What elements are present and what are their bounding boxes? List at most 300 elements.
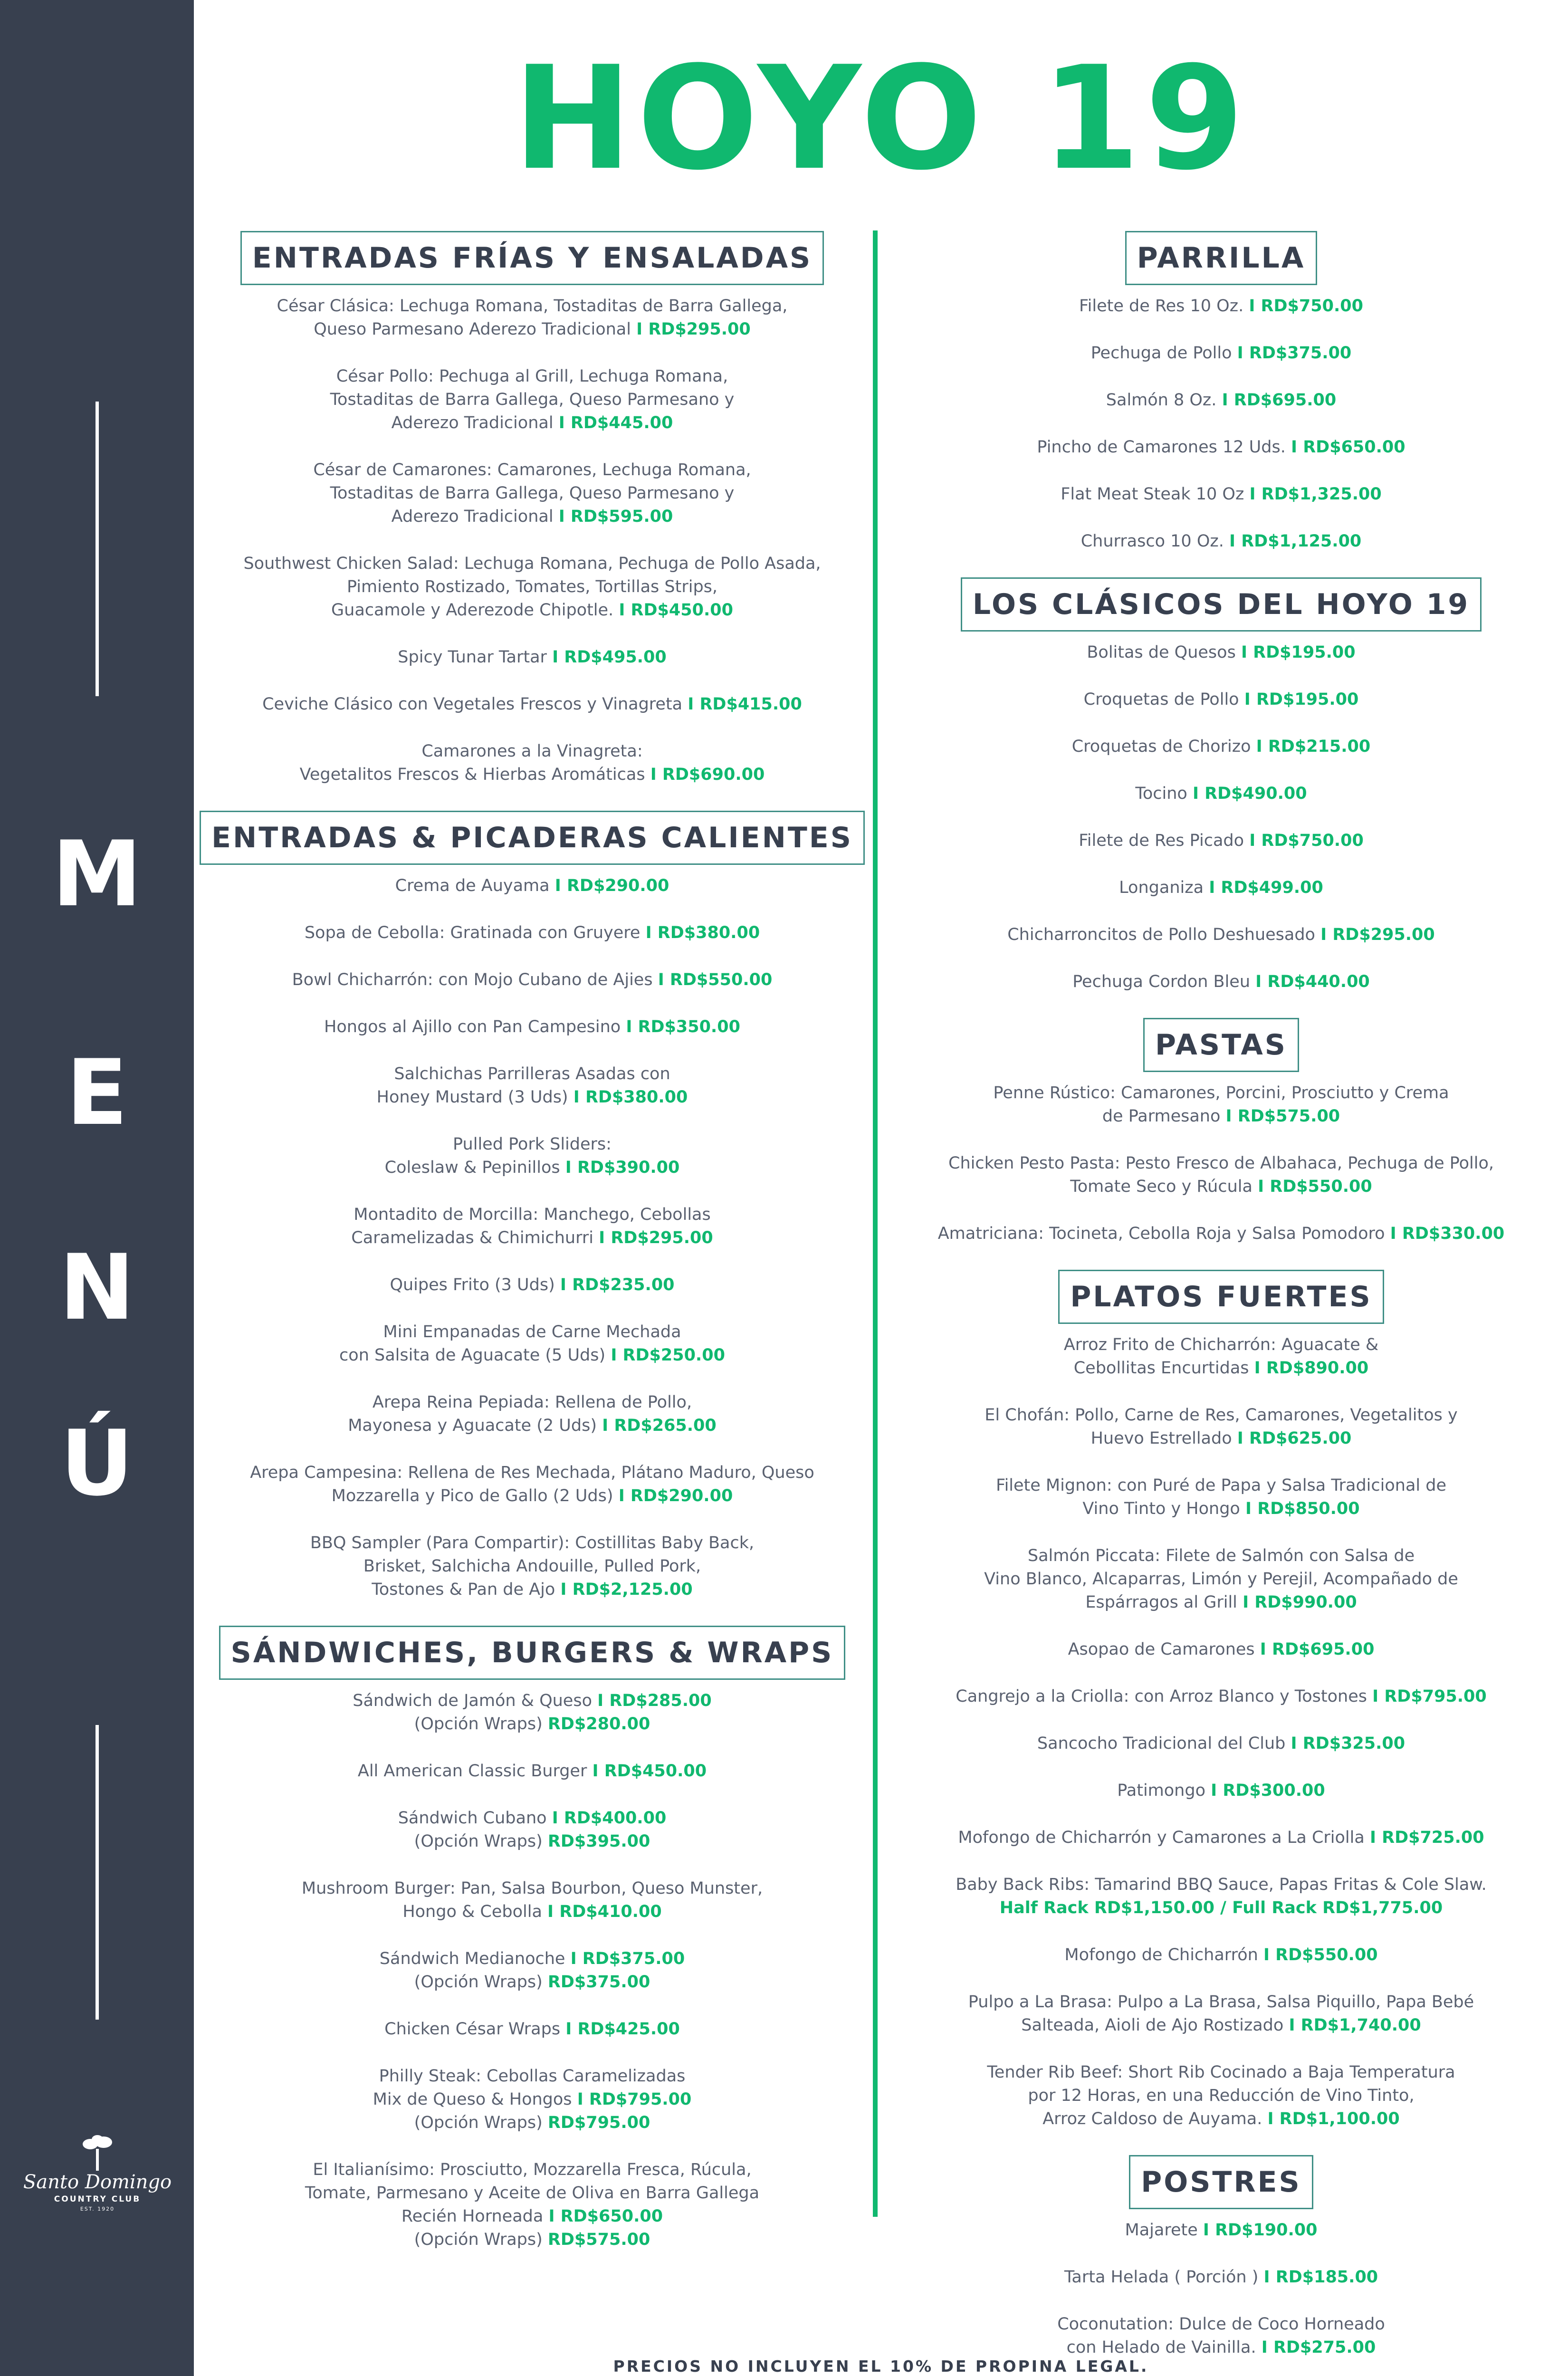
menu-item-line xyxy=(204,2158,860,2182)
menu-item-text: Croquetas de Chorizo xyxy=(1071,737,1251,756)
menu-item-price: I RD$440.00 xyxy=(1255,972,1370,991)
menu-item-text: de Parmesano xyxy=(1102,1107,1221,1126)
menu-item-line xyxy=(204,1321,860,1344)
menu-item-line xyxy=(204,1016,860,1039)
menu-item-line xyxy=(204,1156,860,1179)
menu-item-text: Croquetas de Pollo xyxy=(1083,690,1239,709)
menu-item-line xyxy=(889,1638,1554,1661)
section-title: POSTRES xyxy=(1129,2155,1313,2209)
menu-item xyxy=(889,641,1554,664)
menu-item-line xyxy=(889,2219,1554,2242)
menu-item-text: Brisket, Salchicha Andouille, Pulled Pork, xyxy=(363,1557,701,1576)
menu-item xyxy=(204,2065,860,2135)
menu-item-line xyxy=(204,1689,860,1713)
menu-item-text: Asopao de Camarones xyxy=(1068,1640,1255,1659)
menu-item xyxy=(889,2266,1554,2289)
menu-item-line xyxy=(204,2088,860,2111)
menu-item xyxy=(889,970,1554,994)
section-title: SÁNDWICHES, BURGERS & WRAPS xyxy=(219,1626,846,1680)
menu-item-price: I RD$650.00 xyxy=(548,2207,663,2226)
section-heading-parrilla xyxy=(889,230,1554,285)
menu-item-price: I RD$415.00 xyxy=(688,695,802,714)
menu-item-text: Cebollitas Encurtidas xyxy=(1073,1359,1249,1378)
menu-item-text: Sándwich Medianoche xyxy=(379,1949,565,1968)
menu-item-text: Quipes Frito (3 Uds) xyxy=(390,1275,555,1294)
menu-item-text: Mix de Queso & Hongos xyxy=(373,2090,572,2109)
menu-item-text: Bowl Chicharrón: con Mojo Cubano de Ajies xyxy=(292,970,653,989)
menu-item-text: Pechuga Cordon Bleu xyxy=(1072,972,1251,991)
menu-item-line xyxy=(889,1333,1554,1357)
menu-item-text: Hongos al Ajillo con Pan Campesino xyxy=(324,1017,621,1036)
menu-item xyxy=(204,365,860,435)
menu-item-line xyxy=(889,1826,1554,1849)
menu-item-price: I RD$285.00 xyxy=(597,1691,712,1710)
menu-item-text: con Helado de Vainilla. xyxy=(1066,2338,1256,2357)
menu-item-text: Pulled Pork Sliders: xyxy=(453,1135,612,1154)
menu-item xyxy=(204,1063,860,1109)
menu-item-line xyxy=(889,688,1554,711)
menu-item-line xyxy=(204,599,860,622)
menu-item xyxy=(889,1333,1554,1380)
section-heading-los-clasicos-del-hoyo-19 xyxy=(889,577,1554,632)
menu-item-price: I RD$190.00 xyxy=(1203,2221,1318,2240)
menu-item-line xyxy=(204,1578,860,1601)
menu-item-text: Vino Tinto y Hongo xyxy=(1082,1499,1240,1518)
menu-item-text: Chicken Pesto Pasta: Pesto Fresco de Albahaca, Pechuga de Pollo, xyxy=(948,1154,1494,1173)
menu-item xyxy=(889,829,1554,853)
menu-item xyxy=(204,1274,860,1297)
menu-item-price: I RD$380.00 xyxy=(645,923,760,942)
menu-item-line xyxy=(889,1873,1554,1897)
menu-item xyxy=(204,1947,860,1994)
section-title: LOS CLÁSICOS DEL HOYO 19 xyxy=(961,577,1482,632)
menu-item-price: I RD$185.00 xyxy=(1263,2268,1378,2287)
menu-item-text: Tocino xyxy=(1135,784,1187,803)
menu-item-text: Filete Mignon: con Puré de Papa y Salsa Tradicional de xyxy=(995,1476,1446,1495)
menu-item-price: I RD$725.00 xyxy=(1369,1828,1484,1847)
menu-item-text: Tostaditas de Barra Gallega, Queso Parmesano y xyxy=(330,484,735,503)
menu-item xyxy=(204,646,860,669)
menu-item-line xyxy=(204,1971,860,1994)
section-heading-platos-fuertes xyxy=(889,1269,1554,1324)
menu-item-line xyxy=(889,1222,1554,1245)
menu-item-price: I RD$375.00 xyxy=(1237,344,1352,363)
menu-item xyxy=(889,2061,1554,2131)
menu-item-line xyxy=(889,2266,1554,2289)
menu-item-text: El Italianísimo: Prosciutto, Mozzarella Fresca, Rúcula, xyxy=(313,2160,752,2179)
menu-item-line xyxy=(204,365,860,388)
menu-item-price: I RD$300.00 xyxy=(1211,1781,1325,1800)
menu-item-line xyxy=(204,388,860,412)
menu-item-price: I RD$380.00 xyxy=(573,1088,688,1107)
menu-item xyxy=(204,1877,860,1924)
menu-item xyxy=(889,1991,1554,2037)
sidebar-letter-e: E xyxy=(66,1040,128,1145)
menu-item-price: I RD$550.00 xyxy=(1258,1177,1372,1196)
menu-item-line xyxy=(889,1897,1554,1920)
menu-item-text: Patimongo xyxy=(1117,1781,1205,1800)
menu-item-price: I RD$400.00 xyxy=(552,1809,667,1828)
menu-item-price: RD$280.00 xyxy=(547,1715,650,1734)
menu-item-text: BBQ Sampler (Para Compartir): Costillitas Baby Back, xyxy=(310,1533,755,1552)
menu-item xyxy=(889,483,1554,506)
menu-item-text: Vino Blanco, Alcaparras, Limón y Perejil, Acompañado de xyxy=(984,1570,1458,1589)
sidebar-rule-bottom xyxy=(96,1725,99,2020)
menu-item-price: Half Rack RD$1,150.00 / Full Rack RD$1,775.00 xyxy=(999,1898,1443,1917)
menu-item-text: Salmón Piccata: Filete de Salmón con Salsa de xyxy=(1027,1546,1415,1565)
menu-item xyxy=(889,1404,1554,1450)
menu-item-line xyxy=(889,1357,1554,1380)
menu-item xyxy=(204,968,860,992)
menu-item-line xyxy=(204,318,860,341)
menu-item-text: Longaniza xyxy=(1119,878,1204,897)
menu-item-line xyxy=(889,2061,1554,2084)
menu-item-line xyxy=(889,295,1554,318)
menu-item-text: Mozzarella y Pico de Gallo (2 Uds) xyxy=(331,1486,613,1505)
menu-item xyxy=(889,876,1554,900)
menu-item-text: Salchichas Parrilleras Asadas con xyxy=(394,1064,670,1083)
menu-item xyxy=(889,1732,1554,1755)
menu-item-line xyxy=(204,646,860,669)
menu-item xyxy=(889,1222,1554,1245)
menu-item-price: I RD$195.00 xyxy=(1244,690,1359,709)
menu-item-text: Aderezo Tradicional xyxy=(391,413,554,432)
palm-tree-icon xyxy=(76,2134,119,2172)
menu-item-text: Tender Rib Beef: Short Rib Cocinado a Baja Temperatura xyxy=(987,2063,1455,2082)
menu-item-text: All American Classic Burger xyxy=(357,1762,587,1781)
menu-item-price: I RD$690.00 xyxy=(650,765,765,784)
menu-item xyxy=(889,436,1554,459)
menu-item xyxy=(889,688,1554,711)
menu-item-text: (Opción Wraps) xyxy=(414,2230,543,2249)
menu-item-line xyxy=(204,1807,860,1830)
menu-item-line xyxy=(889,1105,1554,1128)
menu-item-text: Coleslaw & Pepinillos xyxy=(384,1158,560,1177)
menu-item-text: con Salsita de Aguacate (5 Uds) xyxy=(339,1346,606,1365)
menu-item-text: Pechuga de Pollo xyxy=(1090,344,1232,363)
menu-item-text: Philly Steak: Cebollas Caramelizadas xyxy=(379,2067,686,2086)
menu-item xyxy=(889,342,1554,365)
menu-item-text: Mofongo de Chicharrón y Camarones a La Criolla xyxy=(958,1828,1365,1847)
menu-item-price: I RD$330.00 xyxy=(1390,1224,1505,1243)
menu-item-text: Tomate Seco y Rúcula xyxy=(1070,1177,1252,1196)
menu-item xyxy=(204,1321,860,1367)
menu-item-line xyxy=(889,1685,1554,1708)
menu-item-text: Caramelizadas & Chimichurri xyxy=(351,1228,593,1247)
menu-item-line xyxy=(889,1082,1554,1105)
menu-item xyxy=(204,552,860,622)
menu-item-price: I RD$2,125.00 xyxy=(560,1580,693,1599)
menu-item-price: I RD$325.00 xyxy=(1291,1734,1405,1753)
menu-item-text: Spicy Tunar Tartar xyxy=(398,648,547,667)
menu-item-line xyxy=(204,2018,860,2041)
menu-item-text: Tarta Helada ( Porción ) xyxy=(1064,2268,1259,2287)
menu-item-text: Tostones & Pan de Ajo xyxy=(372,1580,555,1599)
menu-item-text: Filete de Res Picado xyxy=(1079,831,1244,850)
menu-item-line xyxy=(889,1427,1554,1450)
tip-notice: PRECIOS NO INCLUYEN EL 10% DE PROPINA LEGAL. xyxy=(613,2357,1149,2376)
menu-item-line xyxy=(204,505,860,528)
menu-item xyxy=(889,389,1554,412)
menu-item-text: Hongo & Cebolla xyxy=(402,1902,542,1921)
menu-item-line xyxy=(889,1779,1554,1802)
menu-item-price: I RD$375.00 xyxy=(570,1949,685,1968)
menu-item xyxy=(204,1391,860,1437)
menu-item-line xyxy=(204,1133,860,1156)
menu-item-text: (Opción Wraps) xyxy=(414,1832,543,1851)
menu-item-price: I RD$650.00 xyxy=(1291,438,1405,457)
menu-item-line xyxy=(204,1555,860,1578)
menu-item-text: Arroz Caldoso de Auyama. xyxy=(1042,2109,1262,2128)
section-title: ENTRADAS & PICADERAS CALIENTES xyxy=(200,811,865,865)
sidebar-letter-u: Ú xyxy=(60,1411,134,1516)
menu-item-line xyxy=(204,552,860,575)
menu-item-price: I RD$275.00 xyxy=(1261,2338,1376,2357)
menu-item-line xyxy=(889,782,1554,805)
menu-item-price: I RD$195.00 xyxy=(1241,643,1356,662)
menu-item-text: César de Camarones: Camarones, Lechuga Romana, xyxy=(313,460,751,479)
menu-item-line xyxy=(204,412,860,435)
menu-item-text: Recién Horneada xyxy=(401,2207,544,2226)
menu-item-line xyxy=(204,482,860,505)
menu-item-text: Majarete xyxy=(1125,2221,1198,2240)
club-logo xyxy=(19,2134,176,2212)
menu-item-text: Crema de Auyama xyxy=(395,876,550,895)
menu-item-price: I RD$350.00 xyxy=(626,1017,740,1036)
menu-item-line xyxy=(889,1991,1554,2014)
menu-item-text: Penne Rústico: Camarones, Porcini, Prosciutto y Crema xyxy=(993,1083,1449,1102)
menu-item-text: Coconutation: Dulce de Coco Horneado xyxy=(1057,2315,1385,2334)
section-heading-entradas-frias-y-ensaladas xyxy=(204,230,860,285)
menu-item-text: Mayonesa y Aguacate (2 Uds) xyxy=(348,1416,597,1435)
menu-item-line xyxy=(889,970,1554,994)
menu-item-line xyxy=(204,1414,860,1437)
menu-item-text: César Pollo: Pechuga al Grill, Lechuga Romana, xyxy=(336,367,728,386)
menu-item-line xyxy=(889,923,1554,947)
menu-item-price: I RD$795.00 xyxy=(1372,1687,1487,1706)
menu-item-line xyxy=(204,1344,860,1367)
menu-item xyxy=(889,1873,1554,1920)
menu-item xyxy=(889,782,1554,805)
menu-item-text: Espárragos al Grill xyxy=(1085,1593,1237,1612)
menu-item-text: (Opción Wraps) xyxy=(414,1715,543,1734)
menu-item-price: I RD$490.00 xyxy=(1192,784,1307,803)
logo-subtitle: COUNTRY CLUB xyxy=(54,2194,141,2204)
menu-item-price: I RD$1,100.00 xyxy=(1267,2109,1400,2128)
menu-item-line xyxy=(204,1532,860,1555)
menu-item-text: Pincho de Camarones 12 Uds. xyxy=(1037,438,1286,457)
section-heading-sandwiches-burgers-wraps xyxy=(204,1625,860,1680)
menu-item xyxy=(889,1082,1554,1128)
menu-item-line xyxy=(889,1175,1554,1198)
menu-item-text: Guacamole y Aderezode Chipotle. xyxy=(331,601,614,620)
menu-item xyxy=(204,459,860,528)
menu-item-text: Mini Empanadas de Carne Mechada xyxy=(383,1322,681,1341)
menu-item-text: Flat Meat Steak 10 Oz xyxy=(1061,485,1244,504)
menu-item-line xyxy=(889,1568,1554,1591)
menu-item-price: I RD$290.00 xyxy=(555,876,669,895)
menu-item-text: Bolitas de Quesos xyxy=(1087,643,1236,662)
menu-item-price: I RD$695.00 xyxy=(1260,1640,1375,1659)
menu-item xyxy=(204,921,860,945)
menu-item-text: Pimiento Rostizado, Tomates, Tortillas Strips, xyxy=(346,577,718,596)
menu-item xyxy=(204,1760,860,1783)
section-heading-postres xyxy=(889,2155,1554,2209)
right-column xyxy=(889,230,1554,2376)
menu-item-line xyxy=(204,1461,860,1485)
menu-item xyxy=(204,1807,860,1853)
menu-item-text: Camarones a la Vinagreta: xyxy=(421,742,643,761)
menu-item-line xyxy=(889,2084,1554,2108)
menu-item-line xyxy=(204,2111,860,2135)
menu-item xyxy=(889,923,1554,947)
menu-item-price: I RD$550.00 xyxy=(1263,1945,1378,1964)
menu-item-line xyxy=(889,876,1554,900)
sidebar-rule-top xyxy=(96,402,99,696)
menu-item-text: Mushroom Burger: Pan, Salsa Bourbon, Queso Munster, xyxy=(301,1879,763,1898)
menu-item-text: Huevo Estrellado xyxy=(1090,1429,1232,1448)
menu-item-line xyxy=(889,483,1554,506)
menu-item-text: El Chofán: Pollo, Carne de Res, Camarones, Vegetalitos y xyxy=(985,1406,1458,1425)
menu-item-text: Churrasco 10 Oz. xyxy=(1080,532,1224,551)
menu-item-text: Sándwich de Jamón & Queso xyxy=(353,1691,592,1710)
menu-item-text: Montadito de Morcilla: Manchego, Cebollas xyxy=(354,1205,711,1224)
menu-item-line xyxy=(889,2313,1554,2336)
menu-item-line xyxy=(204,2065,860,2088)
menu-item-price: RD$575.00 xyxy=(547,2230,650,2249)
menu-item-text: Arroz Frito de Chicharrón: Aguacate & xyxy=(1063,1335,1379,1354)
menu-item-line xyxy=(889,2108,1554,2131)
menu-item-line xyxy=(889,1544,1554,1568)
menu-item-price: I RD$595.00 xyxy=(558,507,673,526)
menu-item xyxy=(204,1532,860,1601)
menu-item xyxy=(204,1016,860,1039)
menu-item-line xyxy=(204,295,860,318)
menu-item-line xyxy=(889,1944,1554,1967)
menu-item-line xyxy=(204,1391,860,1414)
menu-item-text: Arepa Reina Pepiada: Rellena de Pollo, xyxy=(372,1393,692,1412)
menu-item-price: I RD$550.00 xyxy=(658,970,773,989)
menu-item-price: RD$795.00 xyxy=(547,2113,650,2132)
menu-item-line xyxy=(204,968,860,992)
menu-item-line xyxy=(889,1474,1554,1497)
section-heading-entradas-picaderas-calientes xyxy=(204,810,860,865)
menu-item-text: Aderezo Tradicional xyxy=(391,507,554,526)
sidebar-letter-n: N xyxy=(59,1235,135,1340)
menu-item-text: Chicken César Wraps xyxy=(384,2020,561,2039)
menu-item-text: Sancocho Tradicional del Club xyxy=(1037,1734,1286,1753)
menu-item-price: I RD$850.00 xyxy=(1245,1499,1360,1518)
menu-item-text: (Opción Wraps) xyxy=(414,1973,543,1992)
menu-item-text: Salmón 8 Oz. xyxy=(1106,391,1217,410)
menu-item-line xyxy=(204,1226,860,1250)
menu-item-line xyxy=(204,1947,860,1971)
sidebar xyxy=(0,0,194,2376)
menu-item-line xyxy=(204,1203,860,1226)
menu-item-price: I RD$265.00 xyxy=(602,1416,717,1435)
column-divider xyxy=(873,230,878,2217)
menu-item-text: Pulpo a La Brasa: Pulpo a La Brasa, Salsa Piquillo, Papa Bebé xyxy=(968,1993,1474,2012)
menu-item-price: I RD$235.00 xyxy=(560,1275,675,1294)
menu-item xyxy=(204,295,860,341)
menu-item-price: I RD$1,740.00 xyxy=(1289,2016,1421,2035)
menu-item-price: I RD$410.00 xyxy=(547,1902,662,1921)
menu-item-text: por 12 Horas, en una Reducción de Vino Tinto, xyxy=(1028,2086,1415,2105)
menu-item xyxy=(204,740,860,786)
menu-item-price: I RD$990.00 xyxy=(1243,1593,1357,1612)
menu-item-price: I RD$445.00 xyxy=(558,413,673,432)
menu-item xyxy=(889,1474,1554,1521)
menu-item-price: I RD$1,325.00 xyxy=(1249,485,1382,504)
menu-item-price: I RD$795.00 xyxy=(577,2090,692,2109)
menu-item-line xyxy=(889,1591,1554,1614)
menu-item-text: Tomate, Parmesano y Aceite de Oliva en Barra Gallega xyxy=(305,2184,760,2203)
menu-item-price: I RD$625.00 xyxy=(1237,1429,1352,1448)
logo-script: Santo Domingo xyxy=(23,2171,172,2193)
menu-item xyxy=(889,530,1554,553)
menu-item-price: RD$395.00 xyxy=(547,1832,650,1851)
menu-item-line xyxy=(204,874,860,898)
menu-item xyxy=(889,1826,1554,1849)
section-title: ENTRADAS FRÍAS Y ENSALADAS xyxy=(240,231,824,285)
section-title: PASTAS xyxy=(1143,1018,1299,1072)
menu-item-text: Baby Back Ribs: Tamarind BBQ Sauce, Papas Fritas & Cole Slaw. xyxy=(956,1875,1487,1894)
menu-item-line xyxy=(204,921,860,945)
menu-item-price: I RD$450.00 xyxy=(592,1762,707,1781)
menu-item xyxy=(889,1779,1554,1802)
menu-item-price: I RD$215.00 xyxy=(1256,737,1371,756)
menu-item-price: I RD$390.00 xyxy=(565,1158,680,1177)
menu-item xyxy=(889,1544,1554,1614)
menu-item-price: I RD$450.00 xyxy=(619,601,733,620)
menu-item xyxy=(889,1152,1554,1198)
menu-item-text: Southwest Chicken Salad: Lechuga Romana, Pechuga de Pollo Asada, xyxy=(243,554,821,573)
menu-item-price: I RD$750.00 xyxy=(1249,831,1364,850)
menu-item-text: Sopa de Cebolla: Gratinada con Gruyere xyxy=(304,923,641,942)
menu-item-line xyxy=(204,2205,860,2228)
section-heading-pastas xyxy=(889,1017,1554,1072)
menu-item-text: Mofongo de Chicharrón xyxy=(1064,1945,1258,1964)
menu-item-text: Vegetalitos Frescos & Hierbas Aromáticas xyxy=(299,765,645,784)
menu-item-line xyxy=(204,575,860,599)
menu-item xyxy=(889,1685,1554,1708)
menu-item xyxy=(204,1461,860,1508)
menu-item-text: Tostaditas de Barra Gallega, Queso Parmesano y xyxy=(330,390,735,409)
menu-item xyxy=(889,1638,1554,1661)
menu-item-line xyxy=(889,342,1554,365)
menu-item-line xyxy=(889,641,1554,664)
menu-item-line xyxy=(204,693,860,716)
menu-item-line xyxy=(204,1713,860,1736)
logo-established: EST. 1920 xyxy=(80,2206,115,2212)
menu-item xyxy=(204,874,860,898)
menu-item xyxy=(204,2018,860,2041)
menu-item-text: Cangrejo a la Criolla: con Arroz Blanco y Tostones xyxy=(956,1687,1367,1706)
menu-item-line xyxy=(204,740,860,763)
menu-item-price: I RD$695.00 xyxy=(1222,391,1337,410)
menu-item-price: I RD$499.00 xyxy=(1209,878,1323,897)
menu-item-line xyxy=(889,2014,1554,2037)
menu-item-text: Amatriciana: Tocineta, Cebolla Roja y Salsa Pomodoro xyxy=(937,1224,1385,1243)
menu-item-price: I RD$495.00 xyxy=(552,648,667,667)
menu-item-line xyxy=(204,1830,860,1853)
menu-item-price: I RD$890.00 xyxy=(1254,1359,1369,1378)
menu-item-text: Chicharroncitos de Pollo Deshuesado xyxy=(1007,925,1315,944)
menu-item-price: I RD$295.00 xyxy=(599,1228,713,1247)
menu-item-line xyxy=(204,1086,860,1109)
menu-item xyxy=(204,1133,860,1179)
page-title: HOYO 19 xyxy=(513,36,1249,201)
